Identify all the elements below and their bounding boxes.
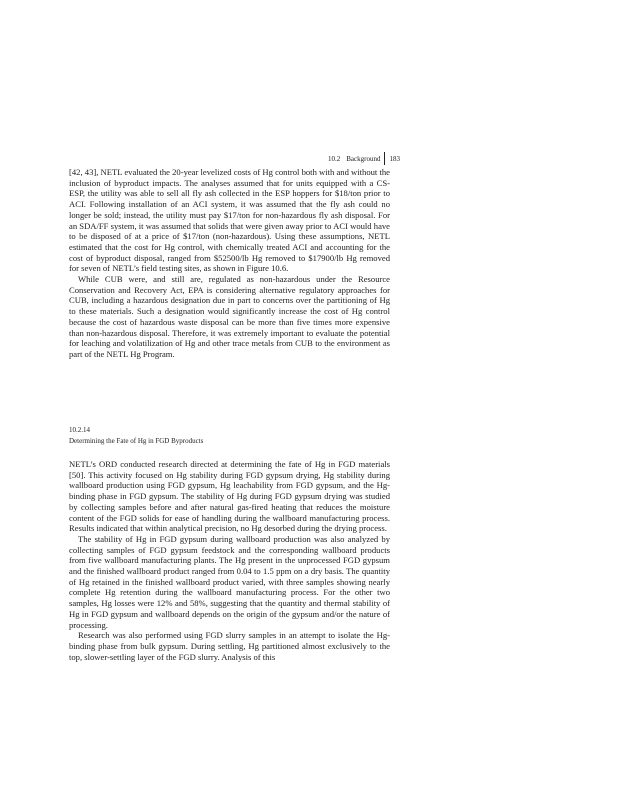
paragraph: Research was also performed using FGD slurry samples in an attempt to isolate the Hg-binding phase from bulk gypsum. During settling, Hg partitioned almost exclusively to the top, slower-settling layer of the FGD slurry. Analysis of this — [69, 630, 390, 662]
paragraph: [42, 43], NETL evaluated the 20-year levelized costs of Hg control both with and without the inclusion of byproduct impacts. The analyses assumed that for units equipped with a CS-ESP, the utility was able to sell all fly ash collected in the ESP hoppers for $18/ton prior to ACI. Following installation of an ACI system, it was assumed that the fly ash could no longer be sold; instead, the utility must pay $17/ton for non-hazardous fly ash disposal. For an SDA/FF system, it was assumed that solids that were given away prior to ACI would have to be disposed of at a price of $17/ton (non-hazardous). Using these assumptions, NETL estimated that the cost for Hg control, with chemically treated ACI and accounting for the cost of byproduct disposal, ranged from $52500/lb Hg removed to $17900/lb Hg removed for seven of NETL’s field testing sites, as shown in Figure 10.6. — [69, 167, 390, 274]
page-number: 183 — [389, 154, 400, 163]
paragraph: NETL’s ORD conducted research directed at determining the fate of Hg in FGD materials [50]. This activity focused on Hg stability during FGD gypsum drying, Hg stability during wallboard production using FGD gypsum, Hg leachability from FGD gypsum, and the Hg-binding phase in FGD gypsum. The stability of Hg during FGD gypsum drying was studied by collecting samples before and after natural gas-fired heating that reduces the moisture content of the FGD solids for ease of handling during the wallboard manufacturing process. Results indicated that within analytical precision, no Hg desorbed during the drying process. — [69, 459, 390, 534]
header-section-number: 10.2 — [328, 154, 341, 163]
body-text-bottom — [69, 459, 390, 662]
body-text-top — [69, 167, 390, 360]
subsection-title: Determining the Fate of Hg in FGD Byproducts — [69, 437, 204, 445]
running-header — [328, 152, 400, 165]
header-divider — [384, 152, 385, 165]
paragraph: The stability of Hg in FGD gypsum during wallboard production was also analyzed by collecting samples of FGD gypsum feedstock and the corresponding wallboard products from five wallboard manufacturing plants. The Hg present in the unprocessed FGD gypsum and the finished wallboard product ranged from 0.04 to 1.5 ppm on a dry basis. The quantity of Hg retained in the finished wallboard product varied, with three samples showing nearly complete Hg retention during the wallboard manufacturing process. For the other two samples, Hg losses were 12% and 58%, suggesting that the quantity and thermal stability of Hg in FGD gypsum and wallboard depends on the origin of the gypsum and/or the nature of processing. — [69, 533, 390, 630]
header-section-title: Background — [346, 154, 381, 163]
subsection-number: 10.2.14 — [69, 426, 90, 434]
paragraph: While CUB were, and still are, regulated as non-hazardous under the Resource Conservation and Recovery Act, EPA is considering alternative regulatory approaches for CUB, including a hazardous designation due in part to concerns over the partitioning of Hg to these materials. Such a designation would significantly increase the cost of Hg control because the cost of hazardous waste disposal can be more than five times more expensive than non-hazardous disposal. Therefore, it was extremely important to evaluate the potential for leaching and volatilization of Hg and other trace metals from CUB to the environment as part of the NETL Hg Program. — [69, 274, 390, 359]
